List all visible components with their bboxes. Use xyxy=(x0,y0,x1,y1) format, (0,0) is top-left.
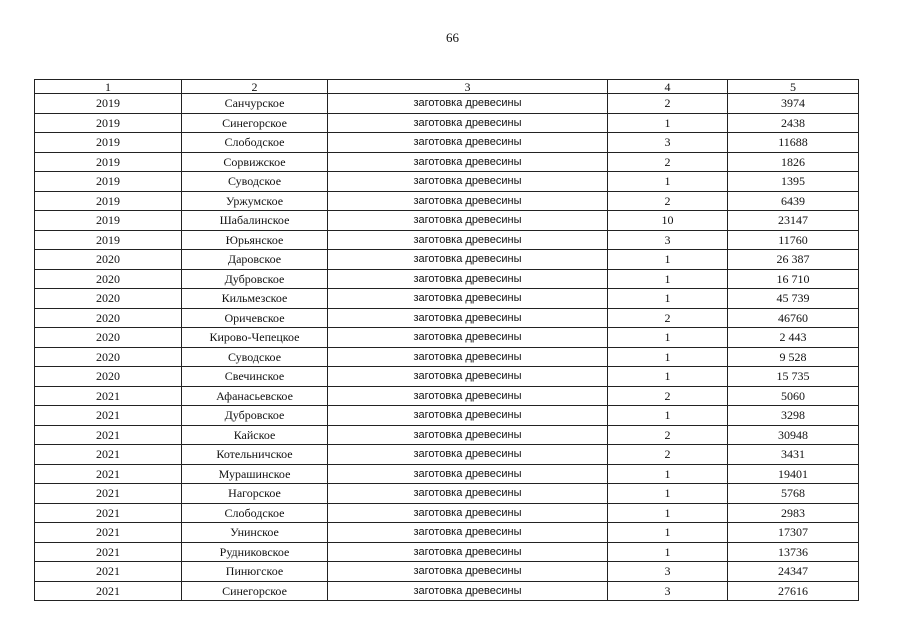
year-cell: 2019 xyxy=(35,211,182,231)
year-cell: 2021 xyxy=(35,503,182,523)
district-cell: Юрьянское xyxy=(182,230,328,250)
count-cell: 3 xyxy=(608,562,728,582)
activity-cell: заготовка древесины xyxy=(328,367,608,387)
count-cell: 1 xyxy=(608,250,728,270)
volume-cell: 23147 xyxy=(728,211,859,231)
count-cell: 2 xyxy=(608,152,728,172)
table-row xyxy=(35,425,859,445)
table-row xyxy=(35,133,859,153)
year-cell: 2019 xyxy=(35,133,182,153)
table-row xyxy=(35,367,859,387)
volume-cell: 45 739 xyxy=(728,289,859,309)
count-cell: 2 xyxy=(608,386,728,406)
volume-cell: 1826 xyxy=(728,152,859,172)
table-row xyxy=(35,230,859,250)
volume-cell: 2 443 xyxy=(728,328,859,348)
volume-cell: 2983 xyxy=(728,503,859,523)
district-cell: Свечинское xyxy=(182,367,328,387)
volume-cell: 3431 xyxy=(728,445,859,465)
district-cell: Суводское xyxy=(182,347,328,367)
table-row xyxy=(35,289,859,309)
volume-cell: 3974 xyxy=(728,94,859,114)
activity-cell: заготовка древесины xyxy=(328,347,608,367)
district-cell: Синегорское xyxy=(182,113,328,133)
year-cell: 2019 xyxy=(35,191,182,211)
volume-cell: 11688 xyxy=(728,133,859,153)
volume-cell: 5060 xyxy=(728,386,859,406)
activity-cell: заготовка древесины xyxy=(328,211,608,231)
count-cell: 2 xyxy=(608,94,728,114)
volume-cell: 24347 xyxy=(728,562,859,582)
activity-cell: заготовка древесины xyxy=(328,172,608,192)
district-cell: Кирово-Чепецкое xyxy=(182,328,328,348)
district-cell: Даровское xyxy=(182,250,328,270)
district-cell: Дубровское xyxy=(182,269,328,289)
district-cell: Нагорское xyxy=(182,484,328,504)
table-row xyxy=(35,328,859,348)
volume-cell: 46760 xyxy=(728,308,859,328)
activity-cell: заготовка древесины xyxy=(328,464,608,484)
district-cell: Кильмезское xyxy=(182,289,328,309)
volume-cell: 11760 xyxy=(728,230,859,250)
district-cell: Дубровское xyxy=(182,406,328,426)
count-cell: 1 xyxy=(608,464,728,484)
volume-cell: 13736 xyxy=(728,542,859,562)
table-row xyxy=(35,250,859,270)
volume-cell: 19401 xyxy=(728,464,859,484)
count-cell: 1 xyxy=(608,542,728,562)
year-cell: 2021 xyxy=(35,484,182,504)
volume-cell: 16 710 xyxy=(728,269,859,289)
year-cell: 2021 xyxy=(35,386,182,406)
activity-cell: заготовка древесины xyxy=(328,386,608,406)
year-cell: 2020 xyxy=(35,269,182,289)
column-header-2: 2 xyxy=(182,80,328,94)
volume-cell: 15 735 xyxy=(728,367,859,387)
activity-cell: заготовка древесины xyxy=(328,581,608,601)
district-cell: Пинюгское xyxy=(182,562,328,582)
count-cell: 1 xyxy=(608,289,728,309)
count-cell: 1 xyxy=(608,503,728,523)
activity-cell: заготовка древесины xyxy=(328,94,608,114)
count-cell: 1 xyxy=(608,523,728,543)
volume-cell: 1395 xyxy=(728,172,859,192)
volume-cell: 5768 xyxy=(728,484,859,504)
column-header-3: 3 xyxy=(328,80,608,94)
activity-cell: заготовка древесины xyxy=(328,191,608,211)
volume-cell: 17307 xyxy=(728,523,859,543)
year-cell: 2021 xyxy=(35,542,182,562)
activity-cell: заготовка древесины xyxy=(328,308,608,328)
district-cell: Котельничское xyxy=(182,445,328,465)
table-row xyxy=(35,347,859,367)
district-cell: Оричевское xyxy=(182,308,328,328)
activity-cell: заготовка древесины xyxy=(328,406,608,426)
activity-cell: заготовка древесины xyxy=(328,484,608,504)
count-cell: 1 xyxy=(608,172,728,192)
activity-cell: заготовка древесины xyxy=(328,523,608,543)
volume-cell: 30948 xyxy=(728,425,859,445)
count-cell: 2 xyxy=(608,425,728,445)
activity-cell: заготовка древесины xyxy=(328,425,608,445)
district-cell: Синегорское xyxy=(182,581,328,601)
table-row xyxy=(35,484,859,504)
year-cell: 2019 xyxy=(35,152,182,172)
year-cell: 2021 xyxy=(35,562,182,582)
count-cell: 3 xyxy=(608,133,728,153)
table-row xyxy=(35,581,859,601)
table-body xyxy=(35,94,859,601)
district-cell: Мурашинское xyxy=(182,464,328,484)
table-row xyxy=(35,308,859,328)
activity-cell: заготовка древесины xyxy=(328,133,608,153)
count-cell: 3 xyxy=(608,581,728,601)
year-cell: 2019 xyxy=(35,113,182,133)
table-row xyxy=(35,113,859,133)
district-cell: Слободское xyxy=(182,133,328,153)
table-row xyxy=(35,172,859,192)
table-row xyxy=(35,503,859,523)
year-cell: 2021 xyxy=(35,523,182,543)
year-cell: 2020 xyxy=(35,367,182,387)
district-cell: Уржумское xyxy=(182,191,328,211)
district-cell: Санчурское xyxy=(182,94,328,114)
district-cell: Слободское xyxy=(182,503,328,523)
header-row xyxy=(35,80,859,94)
table-row xyxy=(35,523,859,543)
table-row xyxy=(35,464,859,484)
year-cell: 2021 xyxy=(35,425,182,445)
activity-cell: заготовка древесины xyxy=(328,289,608,309)
year-cell: 2021 xyxy=(35,406,182,426)
volume-cell: 3298 xyxy=(728,406,859,426)
count-cell: 1 xyxy=(608,113,728,133)
year-cell: 2021 xyxy=(35,581,182,601)
count-cell: 1 xyxy=(608,367,728,387)
year-cell: 2020 xyxy=(35,250,182,270)
district-cell: Рудниковское xyxy=(182,542,328,562)
year-cell: 2019 xyxy=(35,94,182,114)
table-row xyxy=(35,445,859,465)
count-cell: 2 xyxy=(608,191,728,211)
volume-cell: 9 528 xyxy=(728,347,859,367)
volume-cell: 26 387 xyxy=(728,250,859,270)
activity-cell: заготовка древесины xyxy=(328,542,608,562)
count-cell: 1 xyxy=(608,406,728,426)
count-cell: 1 xyxy=(608,484,728,504)
table-row xyxy=(35,406,859,426)
data-table xyxy=(34,79,859,601)
activity-cell: заготовка древесины xyxy=(328,230,608,250)
year-cell: 2021 xyxy=(35,445,182,465)
activity-cell: заготовка древесины xyxy=(328,250,608,270)
count-cell: 1 xyxy=(608,347,728,367)
activity-cell: заготовка древесины xyxy=(328,269,608,289)
count-cell: 3 xyxy=(608,230,728,250)
activity-cell: заготовка древесины xyxy=(328,113,608,133)
year-cell: 2019 xyxy=(35,230,182,250)
year-cell: 2021 xyxy=(35,464,182,484)
count-cell: 1 xyxy=(608,328,728,348)
table-row xyxy=(35,94,859,114)
year-cell: 2020 xyxy=(35,308,182,328)
district-cell: Сорвижское xyxy=(182,152,328,172)
volume-cell: 2438 xyxy=(728,113,859,133)
volume-cell: 6439 xyxy=(728,191,859,211)
district-cell: Кайское xyxy=(182,425,328,445)
district-cell: Афанасьевское xyxy=(182,386,328,406)
table-row xyxy=(35,152,859,172)
activity-cell: заготовка древесины xyxy=(328,503,608,523)
activity-cell: заготовка древесины xyxy=(328,445,608,465)
count-cell: 1 xyxy=(608,269,728,289)
count-cell: 2 xyxy=(608,308,728,328)
table-row xyxy=(35,191,859,211)
page-number: 66 xyxy=(446,30,459,45)
year-cell: 2020 xyxy=(35,289,182,309)
table-row xyxy=(35,562,859,582)
column-header-5: 5 xyxy=(728,80,859,94)
table-row xyxy=(35,269,859,289)
volume-cell: 27616 xyxy=(728,581,859,601)
column-header-1: 1 xyxy=(35,80,182,94)
column-header-4: 4 xyxy=(608,80,728,94)
year-cell: 2020 xyxy=(35,347,182,367)
table-row xyxy=(35,211,859,231)
count-cell: 10 xyxy=(608,211,728,231)
activity-cell: заготовка древесины xyxy=(328,152,608,172)
activity-cell: заготовка древесины xyxy=(328,562,608,582)
activity-cell: заготовка древесины xyxy=(328,328,608,348)
district-cell: Унинское xyxy=(182,523,328,543)
district-cell: Суводское xyxy=(182,172,328,192)
district-cell: Шабалинское xyxy=(182,211,328,231)
table-row xyxy=(35,386,859,406)
count-cell: 2 xyxy=(608,445,728,465)
year-cell: 2019 xyxy=(35,172,182,192)
year-cell: 2020 xyxy=(35,328,182,348)
table-row xyxy=(35,542,859,562)
